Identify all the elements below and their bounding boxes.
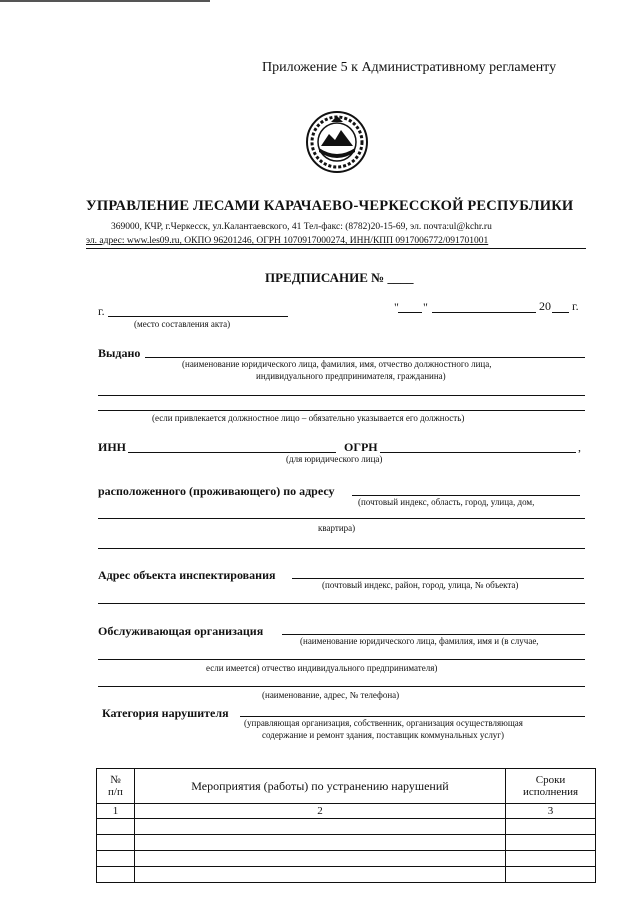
quote-close: " (423, 300, 428, 314)
table-row (97, 867, 596, 883)
year-suffix: г. (572, 299, 579, 313)
service-org-hint1: (наименование юридического лица, фамилия, имя и (в случае, (300, 636, 539, 646)
table-cell[interactable] (134, 835, 505, 851)
coat-of-arms-icon (305, 110, 369, 174)
col-number-header (97, 769, 135, 804)
table-cell[interactable] (506, 851, 596, 867)
service-org-field-3[interactable] (98, 686, 585, 687)
col-number-header-line2: п/п (108, 786, 123, 798)
table-header-row (97, 769, 596, 804)
col-deadline-header-line2: исполнения (522, 786, 579, 798)
table-row (97, 851, 596, 867)
issued-to-field-3[interactable] (98, 410, 585, 411)
object-address-label: Адрес объекта инспектирования (98, 568, 276, 582)
issued-to-hint2: индивидуального предпринимателя, гражданина) (256, 371, 446, 381)
table-row (97, 835, 596, 851)
table-row (97, 819, 596, 835)
organization-address-line1: 369000, КЧР, г.Черкесск, ул.Калантаевского, 41 Тел-факс: (8782)20-15-69, эл. почта:ul@kchr.ru (111, 222, 492, 232)
violator-category-hint2: содержание и ремонт здания, поставщик коммунальных услуг) (262, 730, 504, 740)
table-cell[interactable] (97, 867, 135, 883)
service-org-hint2: если имеется) отчество индивидуального предпринимателя) (206, 663, 438, 673)
violator-category-field[interactable] (240, 716, 585, 717)
ogrn-field[interactable] (380, 452, 576, 453)
document-title: ПРЕДПИСАНИЕ № ____ (265, 270, 414, 285)
place-field[interactable] (108, 316, 288, 317)
address-hint1: (почтовый индекс, область, город, улица, дом, (358, 497, 535, 507)
measures-table (96, 768, 596, 883)
object-address-hint: (почтовый индекс, район, город, улица, № объекта) (322, 580, 519, 590)
table-cell[interactable] (134, 867, 505, 883)
table-number-row (97, 804, 596, 819)
service-org-hint3: (наименование, адрес, № телефона) (262, 690, 400, 700)
scan-edge-mark (0, 0, 210, 2)
col-deadline-header-line1: Сроки (535, 774, 566, 786)
annex-note: Приложение 5 к Административному регламенту (262, 60, 557, 75)
service-org-field[interactable] (282, 634, 585, 635)
col-number-index: 1 (97, 804, 135, 819)
issued-to-field[interactable] (145, 357, 585, 358)
issued-to-hint1: (наименование юридического лица, фамилия, имя, отчество должностного лица, (182, 359, 492, 369)
object-address-field[interactable] (292, 578, 584, 579)
address-field-3[interactable] (98, 548, 585, 549)
col-measures-header: Мероприятия (работы) по устранению нарушений (134, 769, 505, 804)
object-address-field-2[interactable] (98, 603, 585, 604)
place-hint: (место составления акта) (134, 319, 231, 329)
month-field[interactable] (432, 312, 536, 313)
header-divider (86, 248, 586, 249)
col-deadline-index: 3 (506, 804, 596, 819)
violator-category-label: Категория нарушителя (102, 706, 229, 720)
table-cell[interactable] (97, 835, 135, 851)
issued-to-hint3: (если привлекается должностное лицо – обязательно указывается его должность) (152, 413, 465, 423)
issued-to-field-2[interactable] (98, 395, 585, 396)
city-prefix: г. (98, 304, 105, 318)
service-org-field-2[interactable] (98, 659, 585, 660)
service-org-label: Обслуживающая организация (98, 624, 264, 638)
table-cell[interactable] (506, 867, 596, 883)
day-field[interactable] (398, 312, 422, 313)
col-deadline-header (506, 769, 596, 804)
table-cell[interactable] (134, 851, 505, 867)
inn-label: ИНН (98, 440, 127, 454)
issued-to-label: Выдано (98, 346, 141, 360)
quote-open: " (394, 300, 399, 314)
table-cell[interactable] (506, 835, 596, 851)
address-field[interactable] (352, 495, 580, 496)
violator-category-hint1: (управляющая организация, собственник, организация осуществляющая (244, 718, 523, 728)
ogrn-label: ОГРН (344, 440, 378, 454)
ogrn-comma: , (578, 440, 581, 454)
table-cell[interactable] (134, 819, 505, 835)
table-cell[interactable] (97, 819, 135, 835)
ids-hint: (для юридического лица) (286, 454, 383, 464)
organization-name: УПРАВЛЕНИЕ ЛЕСАМИ КАРАЧАЕВО-ЧЕРКЕССКОЙ РЕСПУБЛИКИ (86, 198, 574, 214)
organization-address-line2: эл. адрес: www.les09.ru, ОКПО 96201246, ОГРН 1070917000274, ИНН/КПП 0917006772/091701001 (86, 236, 489, 246)
table-cell[interactable] (506, 819, 596, 835)
address-field-2[interactable] (98, 518, 585, 519)
address-hint2: квартира) (318, 523, 356, 533)
address-label: расположенного (проживающего) по адресу (98, 484, 335, 498)
year-field[interactable] (552, 312, 569, 313)
table-cell[interactable] (97, 851, 135, 867)
col-number-header-line1: № (110, 774, 121, 786)
inn-field[interactable] (128, 452, 336, 453)
col-measures-index: 2 (134, 804, 505, 819)
year-prefix: 20 (539, 299, 551, 313)
